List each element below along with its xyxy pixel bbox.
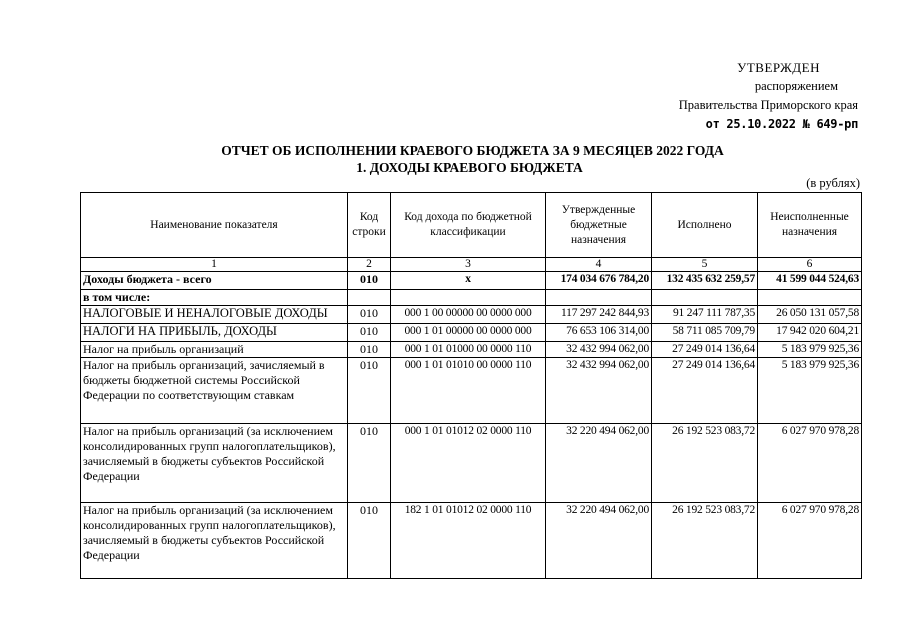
header-executed: Исполнено [652, 193, 758, 258]
row-code: 010 [348, 324, 391, 342]
row-approved [546, 290, 652, 306]
row-unexecuted [758, 290, 862, 306]
col-number: 3 [391, 258, 546, 272]
header-class-code: Код дохода по бюджетной классификации [391, 193, 546, 258]
report-subtitle: 1. ДОХОДЫ КРАЕВОГО БЮДЖЕТА [356, 160, 583, 175]
row-name: Налог на прибыль организаций, зачисляемый в бюджеты бюджетной системы Российской Федерации по соответствующим ставкам [81, 358, 348, 424]
row-executed: 26 192 523 083,72 [652, 503, 758, 579]
table-row [81, 424, 862, 503]
table-header-row [81, 193, 862, 258]
header-unexecuted: Неисполненные назначения [758, 193, 862, 258]
row-unexecuted: 5 183 979 925,36 [758, 358, 862, 424]
header-name: Наименование показателя [81, 193, 348, 258]
row-approved: 32 220 494 062,00 [546, 424, 652, 503]
row-name: Налог на прибыль организаций (за исключением консолидированных групп налогоплательщиков), зачисляемый в бюджеты субъектов Российской Федерации [81, 503, 348, 579]
table-row [81, 306, 862, 324]
row-class-code: 000 1 01 01012 02 0000 110 [391, 424, 546, 503]
row-unexecuted: 6 027 970 978,28 [758, 424, 862, 503]
approval-line3: Правительства Приморского края [678, 98, 858, 112]
row-approved: 174 034 676 784,20 [546, 272, 652, 290]
row-approved: 32 220 494 062,00 [546, 503, 652, 579]
row-code: 010 [348, 424, 391, 503]
table-row [81, 324, 862, 342]
row-class-code: 000 1 01 00000 00 0000 000 [391, 324, 546, 342]
row-name: Налог на прибыль организаций [81, 342, 348, 358]
row-class-code: 182 1 01 01012 02 0000 110 [391, 503, 546, 579]
table-row [81, 503, 862, 579]
row-executed: 26 192 523 083,72 [652, 424, 758, 503]
row-code: 010 [348, 306, 391, 324]
row-class-code: 000 1 00 00000 00 0000 000 [391, 306, 546, 324]
row-code: 010 [348, 272, 391, 290]
row-class-code: x [391, 272, 546, 290]
row-executed: 91 247 111 787,35 [652, 306, 758, 324]
row-class-code: 000 1 01 01010 00 0000 110 [391, 358, 546, 424]
col-number: 6 [758, 258, 862, 272]
row-unexecuted: 26 050 131 057,58 [758, 306, 862, 324]
row-class-code [391, 290, 546, 306]
row-name: Доходы бюджета - всего [81, 272, 348, 290]
revenue-table [80, 192, 862, 579]
approval-date: от 25.10.2022 № 649-рп [705, 117, 858, 131]
approval-block [679, 58, 858, 134]
row-unexecuted: 6 027 970 978,28 [758, 503, 862, 579]
col-number: 4 [546, 258, 652, 272]
row-approved: 32 432 994 062,00 [546, 358, 652, 424]
col-number: 5 [652, 258, 758, 272]
col-number: 1 [81, 258, 348, 272]
header-row-code: Код строки [348, 193, 391, 258]
row-approved: 117 297 242 844,93 [546, 306, 652, 324]
units-label: (в рублях) [806, 176, 860, 190]
table-row [81, 342, 862, 358]
report-heading [0, 142, 905, 176]
row-executed: 27 249 014 136,64 [652, 342, 758, 358]
column-numbers-row [81, 258, 862, 272]
col-number: 2 [348, 258, 391, 272]
row-code: 010 [348, 503, 391, 579]
row-approved: 76 653 106 314,00 [546, 324, 652, 342]
row-unexecuted: 17 942 020 604,21 [758, 324, 862, 342]
header-approved: Утвержденные бюджетные назначения [546, 193, 652, 258]
row-executed [652, 290, 758, 306]
table-row [81, 358, 862, 424]
row-class-code: 000 1 01 01000 00 0000 110 [391, 342, 546, 358]
row-code: 010 [348, 342, 391, 358]
approval-title: УТВЕРЖДЕН [737, 60, 820, 75]
row-name: Налог на прибыль организаций (за исключением консолидированных групп налогоплательщиков), зачисляемый в бюджеты субъектов Российской Федерации [81, 424, 348, 503]
table-row [81, 290, 862, 306]
row-unexecuted: 41 599 044 524,63 [758, 272, 862, 290]
row-code [348, 290, 391, 306]
row-name: в том числе: [81, 290, 348, 306]
row-name: НАЛОГИ НА ПРИБЫЛЬ, ДОХОДЫ [81, 324, 348, 342]
row-name: НАЛОГОВЫЕ И НЕНАЛОГОВЫЕ ДОХОДЫ [81, 306, 348, 324]
table-row [81, 272, 862, 290]
row-unexecuted: 5 183 979 925,36 [758, 342, 862, 358]
row-executed: 58 711 085 709,79 [652, 324, 758, 342]
row-executed: 132 435 632 259,57 [652, 272, 758, 290]
row-code: 010 [348, 358, 391, 424]
row-executed: 27 249 014 136,64 [652, 358, 758, 424]
row-approved: 32 432 994 062,00 [546, 342, 652, 358]
approval-line2: распоряжением [754, 79, 838, 93]
report-title: ОТЧЕТ ОБ ИСПОЛНЕНИИ КРАЕВОГО БЮДЖЕТА ЗА 9 МЕСЯЦЕВ 2022 ГОДА [221, 143, 724, 158]
